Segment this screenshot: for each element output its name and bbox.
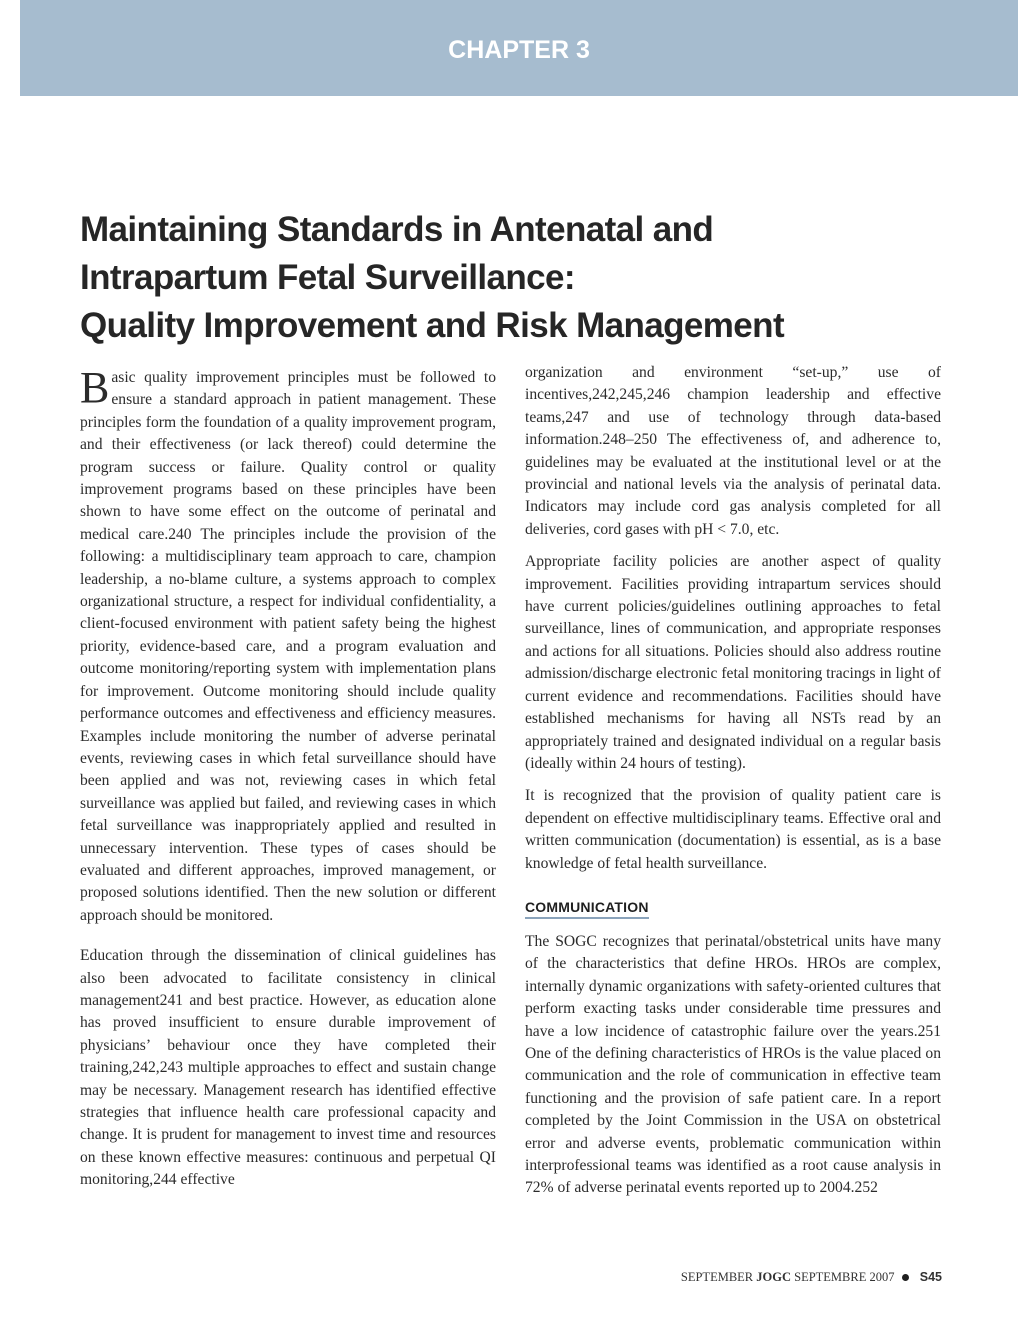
chapter-label: CHAPTER 3 bbox=[448, 36, 590, 64]
title-line-2: Intrapartum Fetal Surveillance: bbox=[80, 258, 575, 297]
organization-paragraph: organization and environment “set-up,” use of incentives,242,245,246 champion leadership and effective teams,247 and use of technology through data-based information.248–250 The effectiveness of, and adherence to, guidelines may be evaluated at the institutional level or at the provincial and national levels via the analysis of perinatal data. Indicators may include cord gas analysis completed for all deliveries, cord gases with pH < 7.0, etc. bbox=[525, 364, 941, 538]
right-column bbox=[525, 362, 941, 1210]
article-title bbox=[80, 206, 960, 350]
intro-paragraph bbox=[80, 363, 496, 927]
teams-paragraph: It is recognized that the provision of quality patient care is dependent on effective multidisciplinary teams. Effective oral and written communication (documentation) is essential, as is a base knowledge of fetal health surveillance. bbox=[525, 787, 941, 872]
education-paragraph: Education through the dissemination of clinical guidelines has also been advocated to facilitate consistency in clinical management241 and best practice. However, as education alone has proved insufficient to ensure durable improvement of physicians’ behaviour once they have completed their training,242,243 multiple approaches to effect and sustain change may be necessary. Management research has identified effective strategies that influence health care professional capacity and change. It is prudent for management to invest time and resources on these known effective measures: continuous and perpetual QI monitoring,244 effective bbox=[80, 947, 496, 1189]
footer-month: SEPTEMBER bbox=[680, 1270, 754, 1284]
chapter-banner bbox=[20, 0, 1018, 96]
drop-cap: B bbox=[80, 363, 110, 412]
title-line-3: Quality Improvement and Risk Management bbox=[80, 306, 784, 345]
title-line-1: Maintaining Standards in Antenatal and bbox=[80, 210, 714, 249]
bullet-dot-icon bbox=[902, 1274, 909, 1281]
footer-journal: JOGC bbox=[756, 1270, 791, 1284]
page-number: S45 bbox=[919, 1270, 942, 1284]
section-heading-communication: COMMUNICATION bbox=[525, 899, 649, 919]
intro-paragraph-text: asic quality improvement principles must be followed to ensure a standard approach in patient management. These principles form the foundation of a quality improvement program, and their effectiveness (or lack thereof) could determine the program success or failure. Quality control or quality improvement programs based on these principles have been shown to have some effect on the outcome of perinatal and medical care.240 The principles include the provision of the following: a multidisciplinary team approach to care, champion leadership, a no-blame culture, a systems approach to complex organizational structure, a respect for individual confidentiality, a client-focused environment with patient safety being the highest priority, evidence-based care, and a program evaluation and outcome monitoring/reporting system with implementation plans for improvement. Outcome monitoring should include quality performance outcomes and effectiveness and efficiency measures. Examples include monitoring the number of adverse perinatal events, reviewing cases in which fetal surveillance should have been applied and was not, reviewing cases in which fetal surveillance was applied but failed, and reviewing cases in which fetal surveillance was inappropriately applied and resulted in unnecessary intervention. These types of cases should be evaluated and different approaches, improved management, or proposed solutions identified. Then the new solution or different approach should be monitored. bbox=[80, 369, 496, 924]
footer-month-fr-year: SEPTEMBRE 2007 bbox=[794, 1270, 895, 1284]
left-column bbox=[80, 363, 496, 1210]
page-footer bbox=[681, 1270, 942, 1285]
communication-paragraph: The SOGC recognizes that perinatal/obstetrical units have many of the characteristics that define HROs. HROs are complex, internally dynamic organizations with safety-oriented cultures that perform exacting tasks under considerable time pressures and have a low incidence of catastrophic failure over the years.251 One of the defining characteristics of HROs is the value placed on communication and the role of communication in effective team functioning and the provision of safe patient care. In a report completed by the Joint Commission in the USA on obstetrical error and adverse events, problematic communication within interprofessional teams was identified as a root cause analysis in 72% of adverse perinatal events reported up to 2004.252 bbox=[525, 932, 941, 1197]
facility-policies-paragraph: Appropriate facility policies are another aspect of quality improvement. Facilities providing intrapartum services should have current policies/guidelines outlining approaches to fetal surveillance, lines of communication, and appropriate responses and actions for all situations. Policies should also address routine admission/discharge electronic fetal monitoring tracings in light of current evidence and recommendations. Facilities should have established mechanisms for having all NSTs read by an appropriately trained and designated individual on a regular basis (ideally within 24 hours of testing). bbox=[525, 553, 941, 772]
